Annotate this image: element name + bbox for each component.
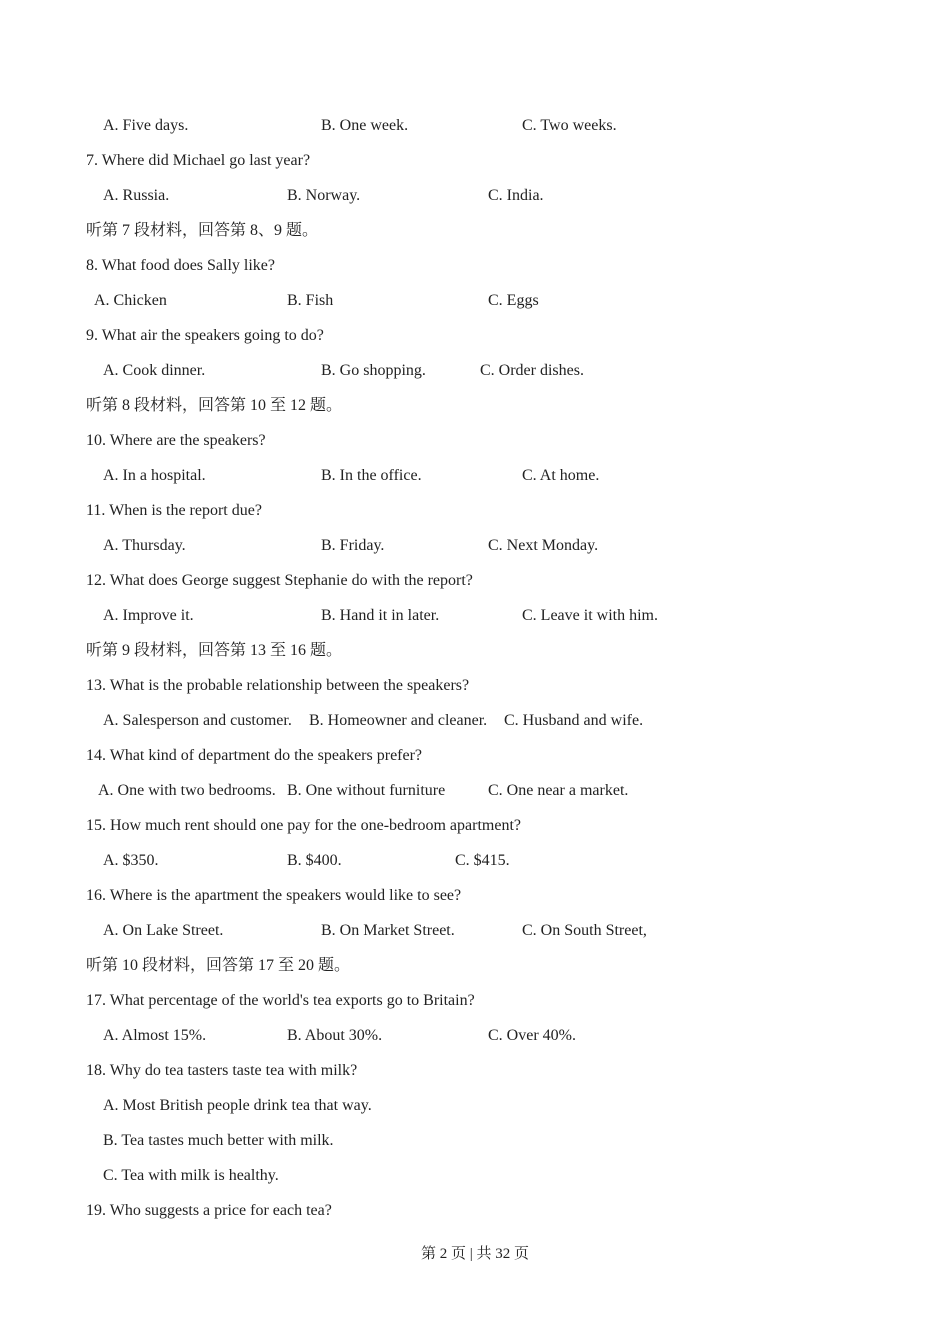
answer-option: C. Two weeks.	[522, 117, 617, 134]
answer-option: C. Tea with milk is healthy.	[103, 1167, 279, 1184]
answer-option: C. One near a market.	[488, 782, 629, 799]
question-text: 11. When is the report due?	[86, 502, 262, 519]
answer-option: A. In a hospital.	[103, 467, 206, 484]
answer-option: B. Friday.	[321, 537, 385, 554]
answer-option: A. $350.	[103, 852, 159, 869]
answer-option: B. About 30%.	[287, 1027, 383, 1044]
answer-option: C. Eggs	[488, 292, 539, 309]
answer-option: A. Chicken	[94, 292, 167, 309]
question-text: 7. Where did Michael go last year?	[86, 152, 311, 169]
answer-option: A. On Lake Street.	[103, 922, 224, 939]
answer-option: A. Salesperson and customer.	[103, 712, 292, 729]
answer-option: B. Hand it in later.	[321, 607, 440, 624]
answer-option: B. $400.	[287, 852, 342, 869]
section-instruction: 听第 9 段材料，回答第 13 至 16 题。	[86, 642, 343, 659]
question-text: 10. Where are the speakers?	[86, 432, 266, 449]
section-instruction: 听第 10 段材料，回答第 17 至 20 题。	[86, 957, 351, 974]
answer-option: A. Cook dinner.	[103, 362, 206, 379]
question-text: 16. Where is the apartment the speakers would like to see?	[86, 887, 462, 904]
answer-option: B. Homeowner and cleaner.	[309, 712, 488, 729]
answer-option: B. Go shopping.	[321, 362, 426, 379]
page-footer: 第 2 页 | 共 32 页	[420, 1246, 529, 1262]
answer-option: C. Husband and wife.	[504, 712, 644, 729]
answer-option: A. One with two bedrooms.	[98, 782, 276, 799]
answer-option: C. Next Monday.	[488, 537, 599, 554]
answer-option: B. One week.	[321, 117, 409, 134]
answer-option: B. Fish	[287, 292, 334, 309]
answer-option: A. Russia.	[103, 187, 170, 204]
question-text: 17. What percentage of the world's tea exports go to Britain?	[86, 992, 475, 1009]
answer-option: C. India.	[488, 187, 544, 204]
answer-option: A. Most British people drink tea that way.	[103, 1097, 372, 1114]
question-text: 15. How much rent should one pay for the one-bedroom apartment?	[86, 817, 521, 834]
answer-option: B. On Market Street.	[321, 922, 455, 939]
answer-option: C. At home.	[522, 467, 600, 484]
question-text: 18. Why do tea tasters taste tea with milk?	[86, 1062, 358, 1079]
answer-option: C. On South Street,	[522, 922, 647, 939]
answer-option: B. Norway.	[287, 187, 361, 204]
answer-option: B. In the office.	[321, 467, 422, 484]
answer-option: B. One without furniture	[287, 782, 446, 799]
answer-option: B. Tea tastes much better with milk.	[103, 1132, 334, 1149]
section-instruction: 听第 8 段材料，回答第 10 至 12 题。	[86, 397, 343, 414]
answer-option: C. Leave it with him.	[522, 607, 658, 624]
question-text: 13. What is the probable relationship between the speakers?	[86, 677, 470, 694]
answer-option: C. $415.	[455, 852, 510, 869]
answer-option: A. Five days.	[103, 117, 189, 134]
question-text: 8. What food does Sally like?	[86, 257, 275, 274]
question-text: 12. What does George suggest Stephanie do with the report?	[86, 572, 473, 589]
question-text: 9. What air the speakers going to do?	[86, 327, 324, 344]
answer-option: C. Over 40%.	[488, 1027, 576, 1044]
answer-option: A. Improve it.	[103, 607, 194, 624]
question-text: 19. Who suggests a price for each tea?	[86, 1202, 332, 1219]
answer-option: A. Almost 15%.	[103, 1027, 207, 1044]
section-instruction: 听第 7 段材料，回答第 8、9 题。	[86, 222, 319, 239]
answer-option: C. Order dishes.	[480, 362, 584, 379]
question-text: 14. What kind of department do the speakers prefer?	[86, 747, 423, 764]
answer-option: A. Thursday.	[103, 537, 186, 554]
